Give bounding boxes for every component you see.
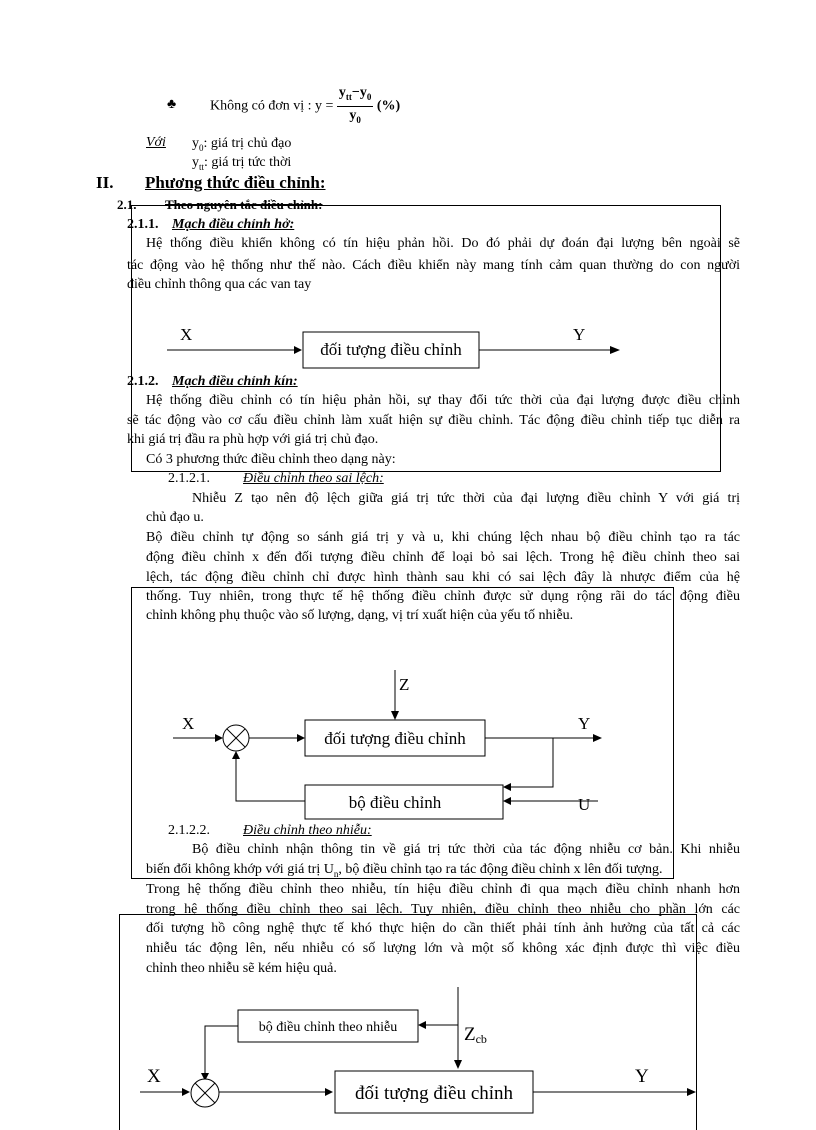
s211-line-1: Hệ thống điều khiển không có tín hiệu phản hồi. Do đó phải dự đoán đại lượng bên ngoài sẽ [146, 236, 740, 251]
d1-output-arrowhead [610, 346, 620, 354]
d2-sum-to-block-arrowhead [297, 734, 305, 742]
d3-output-label: Y [635, 1066, 649, 1087]
formula [210, 84, 400, 129]
d1-input-label: X [180, 325, 193, 344]
d1-output-label: Y [573, 325, 586, 344]
d3-disturbance-arrowhead [454, 1060, 462, 1069]
section-2-number: II. [96, 173, 114, 192]
d3-input-label: X [147, 1066, 161, 1087]
d2-disturbance-arrowhead [391, 711, 399, 720]
d3-input-arrowhead [182, 1088, 190, 1096]
section-2-1-title: Theo nguyên tắc điều chỉnh: [165, 197, 323, 212]
d2-setpoint-arrowhead [503, 797, 511, 805]
section-2-1-number: 2.1. [117, 197, 137, 212]
s212-line-1: Hệ thống điều chỉnh có tín hiệu phản hồi, sự thay đổi tức thời của đại lượng được điều chỉnh [146, 393, 740, 408]
d2-controller-label: bộ điều chỉnh [348, 793, 442, 812]
y0-definition: $y_0$: giá trị chủ đạo [192, 136, 292, 153]
d2-controller-to-sum-arrowhead [232, 751, 240, 759]
formula-numerator: $y_{tt}-y_0$ [337, 84, 373, 107]
section-2-title: Phương thức điều chỉnh: [145, 173, 326, 192]
s2122-line-3: Trong hệ thống điều chỉnh theo nhiễu, tín hiệu điều chỉnh đi qua mạch điều chỉnh nhanh hơn [146, 882, 740, 897]
diagram-open-loop [160, 318, 630, 378]
s2121-line-6: thống. Tuy nhiên, trong thực tế hệ thống điều chỉnh được sử dụng rộng rãi do tác động điều [146, 589, 740, 604]
section-2-1-2-number: 2.1.2. [127, 374, 159, 389]
diagram-feedforward [140, 985, 700, 1123]
formula-label: Không có đơn vị : y = [210, 98, 334, 114]
s2121-line-5: lệch, tác động điều chỉnh chỉ được hình thành sau khi có sai lệch đây là nhược điểm của hệ [146, 570, 740, 585]
formula-unit: (%) [376, 98, 401, 114]
d2-output-arrowhead [593, 734, 602, 742]
s212-line-3: khi giá trị đầu ra phù hợp với giá trị chủ đạo. [127, 432, 379, 447]
section-2-1-1-title: Mạch điều chỉnh hở: [172, 217, 295, 232]
s2122-line-4: trong hệ thống điều chỉnh theo sai lệch. Tuy nhiên, điều chỉnh theo nhiễu cho phần lớn các [146, 902, 740, 917]
d2-setpoint-label: U [578, 795, 591, 814]
s2121-line-4: động điều chỉnh x đến đối tượng điều chỉnh để loại bỏ sai lệch. Trong hệ điều chỉnh theo sai [146, 550, 740, 565]
section-2-1-2-title: Mạch điều chỉnh kín: [172, 374, 298, 389]
s2122-line-1: Bộ điều chỉnh nhận thông tin về giá trị tức thời của tác động nhiễu cơ bản. Khi nhiễu [192, 842, 740, 857]
section-2-1-2-2-title: Điều chỉnh theo nhiễu: [243, 823, 372, 838]
section-2-1-2-1-title: Điều chỉnh theo sai lệch: [243, 471, 384, 486]
s2121-line-1: Nhiễu Z tạo nên độ lệch giữa giá trị tức thời của đại lượng điều chỉnh Y với giá trị [192, 491, 740, 506]
s2122-line-5: đối tượng hồ công nghệ thực tế khó thực hiện do cần thiết phải tính ảnh hưởng của tất cả các [146, 921, 740, 936]
s2121-line-7: chỉnh không phụ thuộc vào số lượng, dạng, vị trí xuất hiện của yếu tố nhiễu. [146, 608, 574, 623]
s2122-line-6: nhiễu tác động lên, nếu nhiễu có số lượng lớn và một số không xác định được thì việc điều [146, 941, 740, 956]
d3-output-arrowhead [687, 1088, 696, 1096]
s212-line-4: Có 3 phương thức điều chỉnh theo dạng này: [146, 452, 396, 467]
d2-controller-to-sum [236, 754, 305, 801]
d2-feedback-line [505, 738, 553, 787]
d3-tap-arrowhead [418, 1021, 426, 1029]
d2-disturbance-label: Z [399, 675, 410, 694]
formula-denominator: $y_0$ [349, 107, 361, 125]
s211-line-2: tác động vào hệ thống như thế nào. Cách điều khiển này mang tính cảm quan thường do con người [127, 258, 740, 273]
s211-line-3: điều chỉnh thông qua các van tay [127, 277, 312, 292]
s2121-line-2: chủ đạo u. [146, 510, 204, 525]
d2-input-label: X [182, 714, 195, 733]
d2-block-label: đối tượng điều chỉnh [324, 729, 466, 748]
s2121-line-3: Bộ điều chỉnh tự động so sánh giá trị y và u, khi chúng lệch nhau bộ điều chỉnh tạo ra tác [146, 530, 740, 545]
formula-fraction [337, 84, 373, 129]
d2-input-arrowhead [215, 734, 223, 742]
ytt-definition: $y_{tt}$: giá trị tức thời [192, 155, 292, 172]
bullet-icon: ♣ [167, 97, 177, 112]
diagram-feedback [168, 665, 608, 825]
d3-block-label: đối tượng điều chỉnh [354, 1083, 514, 1104]
d3-controller-to-sum [205, 1026, 238, 1078]
s2122-line-2: biến đổi không khớp với giá trị $U_n$, bộ điều chỉnh tạo ra tác động điều chỉnh x lên đối tượng. [146, 862, 663, 879]
d1-input-arrowhead [294, 346, 302, 354]
d2-output-label: Y [578, 714, 591, 733]
d3-sum-to-block-arrowhead [325, 1088, 333, 1096]
d3-disturbance-label: Zcb [464, 1024, 487, 1046]
d3-controller-label: bộ điều chỉnh theo nhiễu [258, 1020, 398, 1035]
d1-block-label: đối tượng điều chỉnh [320, 340, 462, 359]
section-2-1-1-number: 2.1.1. [127, 217, 159, 232]
section-2-1-2-2-number: 2.1.2.2. [168, 823, 210, 838]
d2-feedback-arrowhead [503, 783, 511, 791]
section-2-1-2-1-number: 2.1.2.1. [168, 471, 210, 486]
with-label: Với [146, 135, 166, 150]
s212-line-2: sẽ tác động vào cơ cấu điều chỉnh làm xuất hiện sự điều chỉnh. Tác động điều chỉnh tiếp tục diễn ra [127, 413, 740, 428]
s2122-line-7: chỉnh theo nhiễu sẽ kém hiệu quả. [146, 961, 337, 976]
